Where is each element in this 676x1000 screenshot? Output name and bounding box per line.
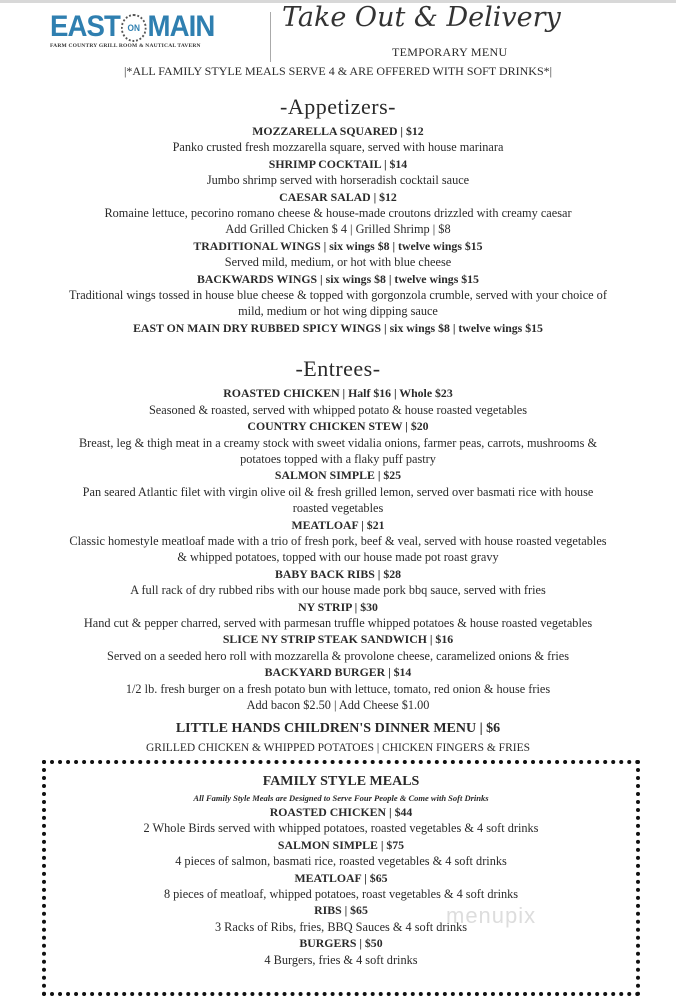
section-heading: -Entrees- bbox=[295, 356, 381, 382]
menu-item bbox=[46, 870, 636, 903]
menu-item-description: Served mild, medium, or hot with blue cheese bbox=[224, 255, 452, 270]
menu-item-description: Jumbo shrimp served with horseradish cocktail sauce bbox=[206, 173, 470, 188]
menu-item-description: roasted vegetables bbox=[292, 501, 384, 516]
menu-item-name: SHRIMP COCKTAIL | $14 bbox=[268, 156, 408, 171]
family-meals-note: |*ALL FAMILY STYLE MEALS SERVE 4 & ARE OFFERED WITH SOFT DRINKS*| bbox=[123, 64, 553, 78]
menu-item-name: CAESAR SALAD | $12 bbox=[279, 189, 397, 204]
menu-item bbox=[30, 631, 646, 664]
family-style-meals-box bbox=[42, 760, 640, 996]
menu-item-description: Served on a seeded hero roll with mozzarella & provolone cheese, caramelized onions & fries bbox=[107, 648, 569, 663]
menu-item-description: 8 pieces of meatloaf, whipped potatoes, roast vegetables & 4 soft drinks bbox=[163, 887, 519, 902]
menu-item-name: BACKYARD BURGER | $14 bbox=[264, 665, 412, 680]
menu-item-name: MEATLOAF | $65 bbox=[294, 870, 388, 885]
menu-item bbox=[30, 320, 646, 336]
menu-item-description: Pan seared Atlantic filet with virgin olive oil & fresh grilled lemon, served over basmati rice with house bbox=[82, 484, 594, 499]
menu-item-description: Romaine lettuce, pecorino romano cheese & house-made croutons drizzled with creamy caesar bbox=[104, 206, 572, 221]
menu-content bbox=[30, 94, 646, 757]
menu-item bbox=[30, 156, 646, 189]
menu-item-description: Add bacon $2.50 | Add Cheese $1.00 bbox=[246, 698, 430, 712]
kids-menu-title: LITTLE HANDS CHILDREN'S DINNER MENU | $6 bbox=[175, 721, 501, 737]
page-title: Take Out & Delivery bbox=[282, 2, 561, 33]
menu-item-description: potatoes topped with a flaky puff pastry bbox=[240, 451, 436, 466]
menu-item-description: 3 Racks of Ribs, fries, BBQ Sauces & 4 soft drinks bbox=[214, 919, 468, 934]
logo-text-on: ON bbox=[121, 14, 147, 42]
section-gap bbox=[30, 713, 646, 717]
menu-item-description: 4 Burgers, fries & 4 soft drinks bbox=[264, 952, 418, 967]
menu-item bbox=[46, 902, 636, 935]
menu-section bbox=[30, 356, 646, 713]
header-divider bbox=[270, 12, 271, 62]
menu-item bbox=[46, 837, 636, 870]
menu-item bbox=[46, 804, 636, 837]
menu-item bbox=[30, 418, 646, 467]
menu-item-name: SLICE NY STRIP STEAK SANDWICH | $16 bbox=[222, 632, 454, 647]
menu-item-name: COUNTRY CHICKEN STEW | $20 bbox=[247, 419, 429, 434]
menu-item-description: A full rack of dry rubbed ribs with our house made pork bbq sauce, served with fries bbox=[130, 583, 546, 598]
menu-item-name: SALMON SIMPLE | $75 bbox=[277, 837, 405, 852]
menu-section bbox=[30, 94, 646, 336]
menu-subtitle: TEMPORARY MENU bbox=[392, 45, 508, 59]
logo-text-main: MAIN bbox=[147, 10, 215, 43]
menu-item bbox=[30, 385, 646, 418]
menu-item-description: & whipped potatoes, topped with our house made pot roast gravy bbox=[177, 550, 499, 565]
logo-text-east: EAST bbox=[50, 10, 120, 43]
menu-item bbox=[30, 271, 646, 320]
menu-item-name: MEATLOAF | $21 bbox=[291, 517, 385, 532]
menu-item bbox=[30, 123, 646, 156]
menu-item-name: ROASTED CHICKEN | $44 bbox=[269, 805, 413, 819]
menu-item-description: mild, medium or hot wing dipping sauce bbox=[238, 304, 438, 319]
menu-item-description: Hand cut & pepper charred, served with parmesan truffle whipped potatoes & house roasted vegetables bbox=[83, 615, 593, 630]
menu-item-description: 2 Whole Birds served with whipped potatoes, roasted vegetables & 4 soft drinks bbox=[143, 821, 539, 836]
menu-item-name: EAST ON MAIN DRY RUBBED SPICY WINGS | six wings $8 | twelve wings $15 bbox=[133, 320, 543, 335]
menu-item bbox=[30, 566, 646, 599]
menu-item-description: Panko crusted fresh mozzarella square, served with house marinara bbox=[172, 140, 504, 155]
menu-item-name: BABY BACK RIBS | $28 bbox=[274, 566, 402, 581]
menu-item-description: 1/2 lb. fresh burger on a fresh potato bun with lettuce, tomato, red onion & house fries bbox=[125, 681, 551, 696]
restaurant-logo bbox=[50, 12, 220, 52]
menu-item-description: Seasoned & roasted, served with whipped potato & house roasted vegetables bbox=[148, 402, 528, 417]
menu-item bbox=[30, 599, 646, 632]
menu-item-description: Breast, leg & thigh meat in a creamy stock with sweet vidalia onions, farmer peas, carrots, mushrooms & bbox=[78, 435, 598, 450]
menu-item-name: ROASTED CHICKEN | Half $16 | Whole $23 bbox=[223, 386, 453, 401]
logo-subtitle: FARM COUNTRY GRILL ROOM & NAUTICAL TAVERN bbox=[50, 43, 201, 50]
section-heading: -Appetizers- bbox=[280, 94, 396, 119]
menu-item-name: MOZZARELLA SQUARED | $12 bbox=[252, 124, 424, 138]
menu-item-name: BACKWARDS WINGS | six wings $8 | twelve wings $15 bbox=[197, 271, 479, 286]
menu-item-name: BURGERS | $50 bbox=[299, 936, 383, 951]
menu-item-name: NY STRIP | $30 bbox=[298, 599, 378, 614]
watermark: menupix bbox=[446, 903, 537, 928]
menu-item-name: TRADITIONAL WINGS | six wings $8 | twelve wings $15 bbox=[193, 238, 483, 253]
menu-item-description: Add Grilled Chicken $ 4 | Grilled Shrimp | $8 bbox=[225, 222, 451, 237]
family-meals-title: FAMILY STYLE MEALS bbox=[262, 774, 420, 789]
family-meals-subtitle: All Family Style Meals are Designed to Serve Four People & Come with Soft Drinks bbox=[193, 793, 489, 803]
menu-item bbox=[46, 935, 636, 968]
menu-item bbox=[30, 467, 646, 516]
menu-item-description: Traditional wings tossed in house blue cheese & topped with gorgonzola crumble, served with your choice of bbox=[69, 288, 607, 303]
menu-item bbox=[30, 664, 646, 713]
menu-item bbox=[30, 517, 646, 566]
kids-menu-options: GRILLED CHICKEN & WHIPPED POTATOES | CHICKEN FINGERS & FRIES bbox=[146, 742, 530, 755]
menu-item-name: RIBS | $65 bbox=[314, 903, 368, 918]
menu-item-description: 4 pieces of salmon, basmati rice, roasted vegetables & 4 soft drinks bbox=[175, 854, 507, 869]
menu-item bbox=[30, 238, 646, 271]
menu-item-description: Classic homestyle meatloaf made with a trio of fresh pork, beef & veal, served with house roasted vegetables bbox=[69, 533, 607, 548]
menu-item-name: SALMON SIMPLE | $25 bbox=[274, 468, 402, 483]
section-gap bbox=[30, 336, 646, 356]
menu-item bbox=[30, 189, 646, 238]
